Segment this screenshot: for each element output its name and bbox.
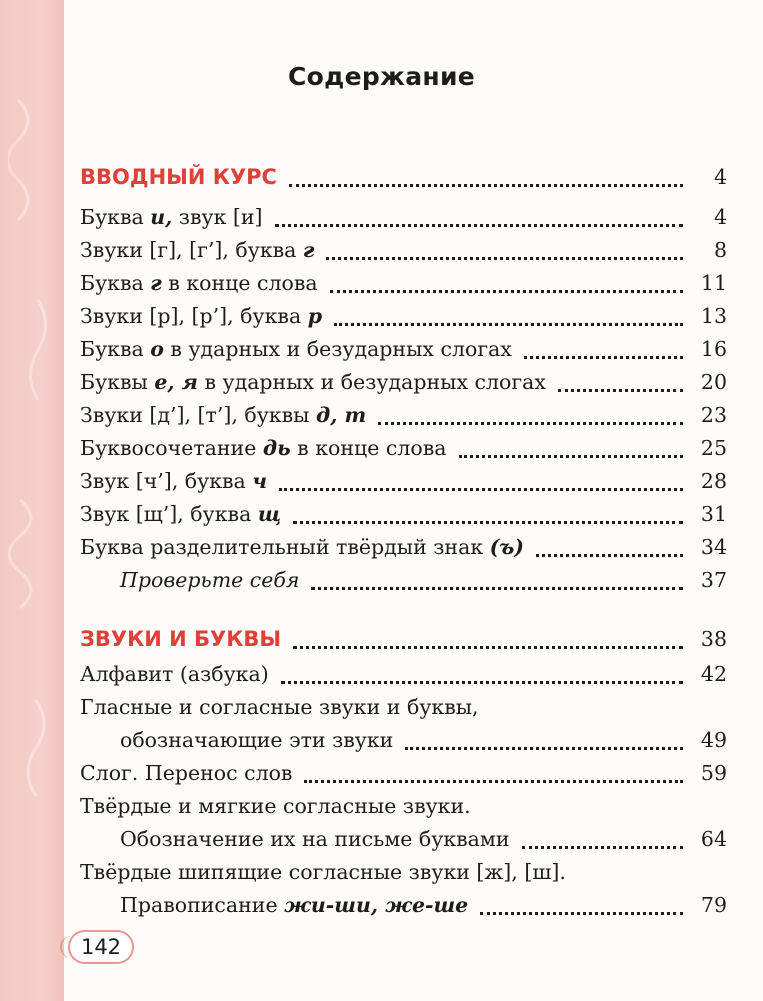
- dot-leader: [558, 389, 683, 392]
- toc-entry: [80, 690, 727, 724]
- toc-entry-label: Буквосочетание дь в конце слова: [80, 436, 447, 460]
- toc-entry: [80, 756, 727, 790]
- toc-page-number: 4: [713, 165, 727, 189]
- dot-leader: [522, 846, 683, 849]
- toc-page-number: 59: [700, 761, 727, 785]
- toc-entry-label: Проверьте себя: [120, 568, 300, 592]
- toc-entry-label: обозначающие эти звуки: [120, 728, 394, 752]
- dot-leader: [480, 912, 683, 915]
- toc-entry: [80, 299, 727, 333]
- toc-entry-label: Звуки [г], [г’], буква г: [80, 238, 315, 262]
- dot-leader: [293, 646, 683, 649]
- toc-entry-label: Правописание жи-ши, же-ше: [120, 893, 469, 917]
- toc-entry: [80, 657, 727, 691]
- toc-entry: [80, 365, 727, 399]
- toc-entry: [80, 200, 727, 234]
- toc-page-number: 11: [700, 271, 727, 295]
- dot-leader: [293, 521, 683, 524]
- toc-entry-label: Буква разделительный твёрдый знак (ъ): [80, 535, 524, 559]
- toc-entry-label: Звуки [д’], [т’], буквы д, т: [80, 403, 367, 427]
- toc-page-number: 8: [713, 238, 727, 262]
- toc-entry: [80, 855, 727, 889]
- toc-entry-label: Буква г в конце слова: [80, 271, 318, 295]
- toc-entry: [80, 497, 727, 531]
- dot-leader: [279, 488, 683, 491]
- toc-entry-label: Алфавит (азбука): [80, 662, 269, 686]
- dot-leader: [330, 290, 683, 293]
- toc-entry: [80, 723, 727, 757]
- toc-entry: [80, 398, 727, 432]
- toc-page-number: 37: [700, 568, 727, 592]
- page-number: 142: [68, 930, 134, 964]
- dot-leader: [536, 554, 683, 557]
- dot-leader: [304, 780, 683, 783]
- dot-leader: [378, 422, 683, 425]
- toc-page-number: 49: [700, 728, 727, 752]
- page-title: Содержание: [287, 62, 476, 91]
- toc-page-number: 13: [700, 304, 727, 328]
- toc-page-number: 23: [700, 403, 727, 427]
- dot-leader: [311, 587, 683, 590]
- toc-page-number: 64: [700, 827, 727, 851]
- toc-entry: [80, 266, 727, 300]
- toc-entry: [80, 789, 727, 823]
- decorative-margin: [0, 0, 64, 1001]
- toc-entry: [80, 888, 727, 922]
- dot-leader: [275, 224, 683, 227]
- toc-section-heading: [80, 622, 727, 656]
- toc-entry: [80, 822, 727, 856]
- toc-entry-label: Буквы е, я в ударных и безударных слогах: [80, 370, 546, 394]
- toc-entry-label: Обозначение их на письме буквами: [120, 827, 510, 851]
- toc-page-number: 31: [700, 502, 727, 526]
- toc-page-number: 79: [700, 893, 727, 917]
- toc-entry: [80, 563, 727, 597]
- toc-entry-label: ЗВУКИ И БУКВЫ: [80, 627, 282, 651]
- toc-entry-label: Звук [ч’], буква ч: [80, 469, 267, 493]
- dot-leader: [334, 323, 683, 326]
- toc-entry-label: Гласные и согласные звуки и буквы,: [80, 695, 479, 719]
- toc-page-number: 16: [700, 337, 727, 361]
- toc-section-heading: [80, 160, 727, 194]
- dot-leader: [281, 681, 683, 684]
- toc-entry-label: Звуки [р], [р’], буква р: [80, 304, 323, 328]
- toc-page-number: 25: [700, 436, 727, 460]
- dot-leader: [289, 184, 683, 187]
- dot-leader: [405, 747, 683, 750]
- toc-entry-label: ВВОДНЫЙ КУРС: [80, 165, 277, 189]
- toc-entry-label: Твёрдые и мягкие согласные звуки.: [80, 794, 471, 818]
- toc-entry-label: Буква и, звук [и]: [80, 205, 263, 229]
- toc-page-number: 28: [700, 469, 727, 493]
- toc-entry: [80, 332, 727, 366]
- toc-entry: [80, 431, 727, 465]
- toc-page-number: 20: [700, 370, 727, 394]
- toc-entry: [80, 530, 727, 564]
- toc-entry-label: Слог. Перенос слов: [80, 761, 293, 785]
- toc-entry-label: Буква о в ударных и безударных слогах: [80, 337, 512, 361]
- toc-entry: [80, 464, 727, 498]
- dot-leader: [524, 356, 683, 359]
- toc-page-number: 4: [713, 205, 727, 229]
- toc-page-number: 38: [700, 627, 727, 651]
- toc-page-number: 42: [700, 662, 727, 686]
- dot-leader: [326, 257, 683, 260]
- toc-entry-label: Звук [щ’], буква щ: [80, 502, 282, 526]
- toc-page-number: 34: [700, 535, 727, 559]
- toc-entry: [80, 233, 727, 267]
- toc-entry-label: Твёрдые шипящие согласные звуки [ж], [ш].: [80, 860, 566, 884]
- dot-leader: [459, 455, 684, 458]
- ornament-icon: [8, 40, 56, 940]
